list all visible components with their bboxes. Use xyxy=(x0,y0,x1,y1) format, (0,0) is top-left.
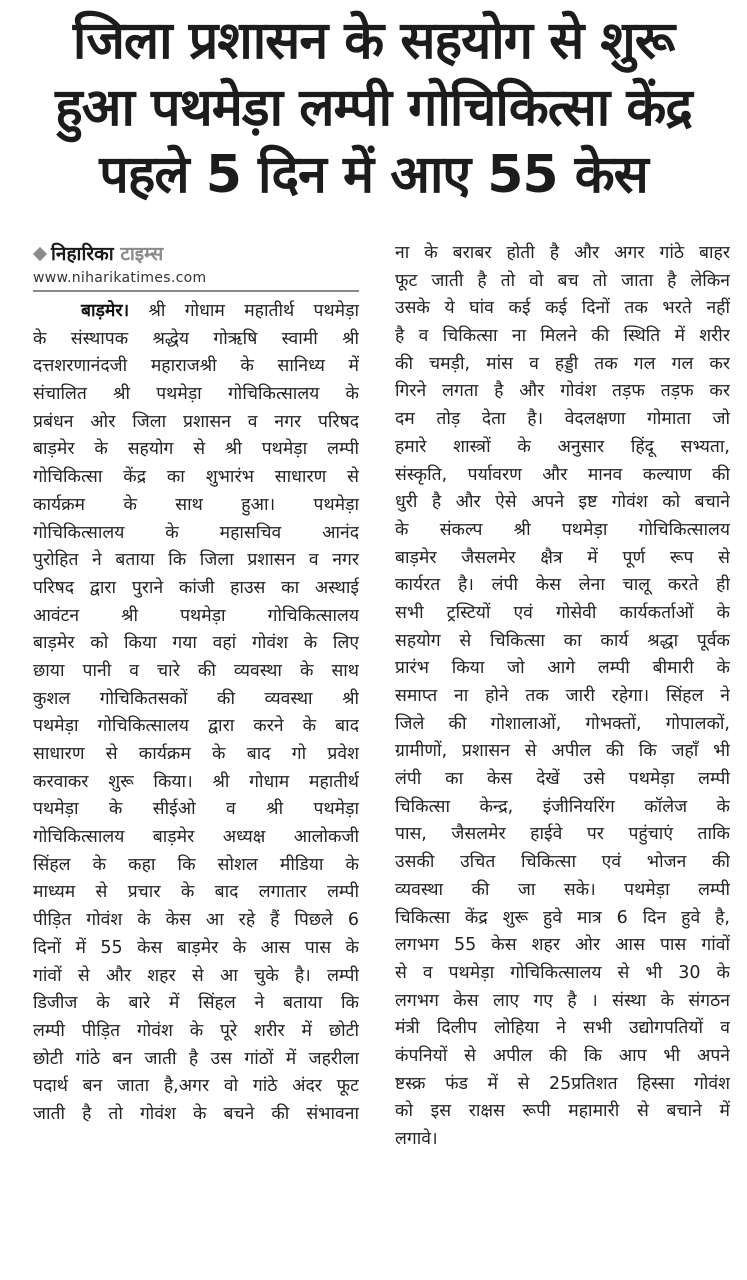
publication-brand xyxy=(33,240,359,268)
article-line: बाड़मेर के सहयोग से श्री पथमेड़ा लम्पी xyxy=(33,439,359,460)
article-line: संस्कृति, पर्यावरण और मानव कल्याण की xyxy=(395,464,730,485)
article-line: से व पथमेड़ा गोचिकित्सालय से भी 30 के xyxy=(395,962,730,983)
article-line: गोचिकित्सालय के महासचिव आनंद xyxy=(33,522,359,543)
article-line: बाड़मेर को किया गया वहां गोवंश के लिए xyxy=(33,633,359,654)
article-line: पुरोहित ने बताया कि जिला प्रशासन व नगर xyxy=(33,550,359,571)
article-line: उसके ये घांव कई कई दिनों तक भरते नहीं xyxy=(395,298,730,319)
article-line: को इस राक्षस रूपी महामारी से बचाने में xyxy=(395,1101,730,1122)
article-line: गोचिकित्सालय बाड़मेर अध्यक्ष आलोकजी xyxy=(33,827,359,848)
article-line: की चमड़ी, मांस व हड्डी तक गल गल कर xyxy=(395,353,730,374)
article-line: ना के बराबर होती है और अगर गांठे बाहर xyxy=(395,243,730,263)
brand-secondary: टाइम्स xyxy=(120,243,164,265)
article-line: चिकित्सा केन्द्र, इंजीनियरिंग कॉलेज के xyxy=(395,796,730,817)
article-line: जिले की गोशालाओं, गोभक्तों, गोपालकों, xyxy=(395,713,730,734)
headline-line-1: जिला प्रशासन के सहयोग से शुरू xyxy=(72,11,675,71)
article-line xyxy=(33,298,359,326)
headline-line-3: पहले 5 दिन में आए 55 केस xyxy=(99,145,648,205)
article-line: व्यवस्था की जा सके। पथमेड़ा लम्पी xyxy=(395,879,730,900)
article-line: धुरी है और ऐसे अपने इष्ट गोवंश को बचाने xyxy=(395,492,730,513)
article-line: लगावे। xyxy=(395,1129,438,1149)
article-line: माध्यम से प्रचार के बाद लगातार लम्पी xyxy=(33,882,359,903)
article-line: ग्रामीणों, प्रशासन से अपील की कि जहाँ भी xyxy=(395,741,730,762)
article-line: सिंहल के कहा कि सोशल मीडिया के xyxy=(33,854,359,875)
article-column-right xyxy=(395,240,730,1154)
article-line: है व चिकित्सा ना मिलने की स्थिति में शरीर xyxy=(395,326,730,347)
article-line: पीड़ित गोवंश के केस आ रहे हैं पिछले 6 xyxy=(33,910,359,931)
brand-primary: निहारिका xyxy=(51,243,114,265)
article-line: ष्टस्क्र फंड में से 25प्रतिशत हिस्सा गोवंश xyxy=(395,1073,730,1094)
article-line: कार्यक्रम के साथ हुआ। पथमेड़ा xyxy=(33,494,359,515)
article-line: लम्पी पीड़ित गोवंश के पूरे शरीर में छोटी xyxy=(33,1020,359,1041)
article-line: दम तोड़ देता है। वेदलक्षणा गोमाता जो xyxy=(395,409,730,430)
article-line: कुशल गोचिकितसकों की व्यवस्था श्री xyxy=(33,688,359,709)
article-line: दत्तशरणानंदजी महाराजश्री के सानिध्य में xyxy=(33,356,359,377)
article-line: लंपी का केस देखें उसे पथमेड़ा लम्पी xyxy=(395,769,730,790)
article-line: सभी ट्रस्टियों एवं गोसेवी कार्यकर्ताओं के xyxy=(395,602,730,623)
article-line: सहयोग से चिकित्सा का कार्य श्रद्धा पूर्वक xyxy=(395,630,730,651)
article-line: डिजीज के बारे में सिंहल ने बताया कि xyxy=(33,993,359,1014)
article-line: संचालित श्री पथमेड़ा गोचिकित्सालय के xyxy=(33,384,359,405)
headline-line-2: हुआ पथमेड़ा लम्पी गोचिकित्सा केंद्र xyxy=(55,78,692,138)
article-line: परिषद द्वारा पुराने कांजी हाउस का अस्थाई xyxy=(33,577,359,598)
article-line: बाड़मेर जैसलमेर क्षैत्र में पूर्ण रूप से xyxy=(395,547,730,568)
article-line: प्रारंभ किया जो आगे लम्पी बीमारी के xyxy=(395,658,730,679)
article-line: दिनों में 55 केस बाड़मेर के आस पास के xyxy=(33,937,359,958)
article-line: छाया पानी व चारे की व्यवस्था के साथ xyxy=(33,660,359,681)
article-column-left xyxy=(33,240,359,1129)
article-line: हमारे शास्त्रों के अनुसार हिंदू सभ्यता, xyxy=(395,436,730,457)
article-line: आवंटन श्री पथमेड़ा गोचिकित्सालय xyxy=(33,605,359,626)
article-line: करवाकर शुरू किया। श्री गोधाम महातीर्थ xyxy=(33,771,359,792)
article-line: प्रबंधन ओर जिला प्रशासन व नगर परिषद xyxy=(33,411,359,432)
article-line: साधारण से कार्यक्रम के बाद गो प्रवेश xyxy=(33,744,359,764)
diamond-icon xyxy=(33,246,47,260)
article-line: गोचिकित्सा केंद्र का शुभारंभ साधारण से xyxy=(33,467,359,488)
left-column-text xyxy=(33,298,359,1129)
article-line: गिरने लगता है और गोवंश तड़फ तड़फ कर xyxy=(395,381,730,402)
article-line: गांवों से और शहर से आ चुके है। लम्पी xyxy=(33,965,359,986)
article-line: कार्यरत है। लंपी केस लेना चालू करते ही xyxy=(395,575,730,596)
article-line: फूट जाती है तो वो बच तो जाता है लेकिन xyxy=(395,270,730,291)
article-line: लगभग 55 केस शहर ओर आस पास गांवों xyxy=(395,935,730,956)
article-line-text: श्री गोधाम महातीर्थ पथमेड़ा xyxy=(148,301,359,321)
article-line: पथमेड़ा गोचिकित्सालय द्वारा करने के बाद xyxy=(33,716,359,737)
website-url[interactable]: www.niharikatimes.com xyxy=(33,268,359,292)
article-line: पदार्थ बन जाता है,अगर वो गांठे अंदर फूट xyxy=(33,1076,359,1097)
article-line: पास, जैसलमेर हाईवे पर पहुंचाएं ताकि xyxy=(395,824,730,845)
article-line: पथमेड़ा के सीईओ व श्री पथमेड़ा xyxy=(33,799,359,820)
right-column-text xyxy=(395,240,730,1154)
article-line: समाप्त ना होने तक जारी रहेगा। सिंहल ने xyxy=(395,686,730,706)
article-line: के संस्थापक श्रद्धेय गोऋषि स्वामी श्री xyxy=(33,328,359,349)
article-line: छोटी गांठे बन जाती है उस गांठों में जहरीला xyxy=(33,1048,359,1069)
article-line: लगभग केस लाए गए है । संस्था के संगठन xyxy=(395,990,730,1011)
article-line: मंत्री दिलीप लोहिया ने सभी उद्योगपतियों व xyxy=(395,1018,730,1039)
article-line: के संकल्प श्री पथमेड़ा गोचिकित्सालय xyxy=(395,519,730,540)
headline xyxy=(0,8,747,209)
article-line: उसकी उचित चिकित्सा एवं भोजन की xyxy=(395,852,730,873)
dateline: बाड़मेर। xyxy=(81,301,130,321)
article-line: जाती है तो गोवंश के बचने की संभावना xyxy=(33,1103,359,1124)
article-line: कंपनियों से अपील की कि आप भी अपने xyxy=(395,1045,730,1066)
article-line: चिकित्सा केंद्र शुरू हुवे मात्र 6 दिन हुवे है, xyxy=(395,907,730,928)
